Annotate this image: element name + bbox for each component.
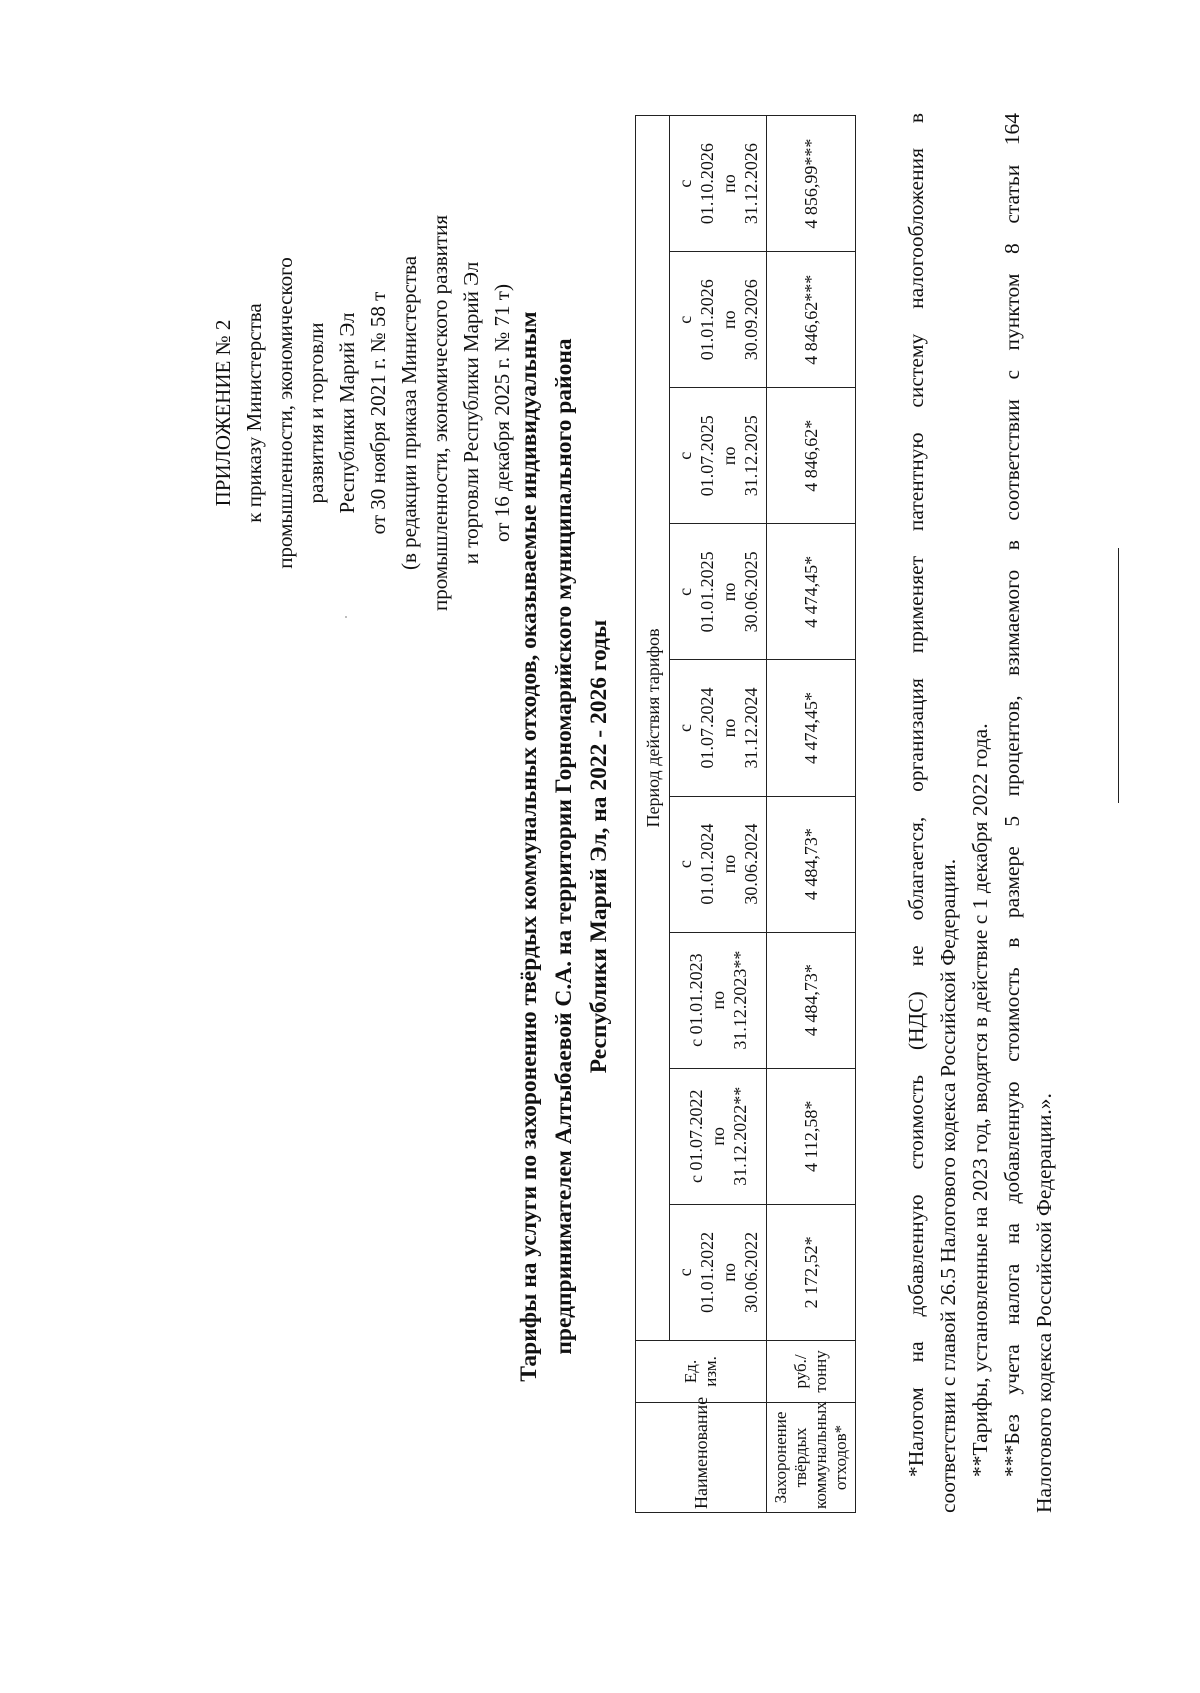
period-header-cell: с 01.01.2023 по 31.12.2023** [670,932,767,1068]
period-header-cell: с 01.01.2022 по 30.06.2022 [670,1204,767,1340]
footnote-no-vat-line2: Налогового кодекса Российской Федерации.». [1032,1093,1056,1513]
period-header-cell: с 01.07.2024 по 31.12.2024 [670,660,767,796]
appendix-header [208,203,518,623]
tariff-value-cell: 4 846,62* [767,388,856,524]
title-line: Республики Марий Эл, на 2022 - 2026 годы [586,619,612,1074]
appendix-line: и торговли Республики Марий Эл [459,261,483,565]
appendix-line: ПРИЛОЖЕНИЕ № 2 [211,319,235,507]
footnote-nds-line1: *Налогом на добавленную стоимость (НДС) не облагается, организация применяет патентную систему налогообложения в [904,113,928,1477]
period-header-cell: с 01.07.2022 по 31.12.2022** [670,1068,767,1204]
document-title [512,0,617,1693]
appendix-line: к приказу Министерства [242,303,266,523]
appendix-line: развития и торговли [304,322,328,504]
footnote-2023: **Тарифы, установленные на 2023 год, вводятся в действие с 1 декабря 2022 года. [968,723,992,1477]
title-line: предпринимателем Алтыбаевой С.А. на территории Горномарийского муниципального района [551,338,577,1355]
tariff-value-cell: 4 856,99*** [767,116,856,252]
scan-speck [345,616,347,618]
tariff-value-cell: 4 112,58* [767,1068,856,1204]
period-header-cell: с 01.07.2025 по 31.12.2025 [670,388,767,524]
signature-divider-line [1118,548,1119,803]
tariff-value-cell: 2 172,52* [767,1204,856,1340]
appendix-line: (в редакции приказа Министерства [397,255,421,571]
title-line: Тарифы на услуги по захоронению твёрдых коммунальных отходов, оказываемые индивидуальным [516,311,542,1382]
appendix-line: промышленности, экономического [273,257,297,569]
name-column-header: Наименование [636,1402,767,1512]
unit-column-header: Ед. изм. [636,1340,767,1402]
tariff-value-cell: 4 484,73* [767,796,856,932]
footnote-nds-line2: соответствии с главой 26.5 Налогового кодекса Российской Федерации. [936,858,960,1513]
service-name-cell: Захоронение твёрдых коммунальных отходов* [767,1402,856,1512]
period-header-cell: с 01.01.2024 по 30.06.2024 [670,796,767,932]
appendix-line: промышленности, экономического развития [428,215,452,612]
table-row [767,116,856,1513]
period-group-header: Период действия тарифов [636,116,670,1341]
tariff-table [635,115,856,1513]
period-header-cell: с 01.01.2026 по 30.09.2026 [670,252,767,388]
tariff-value-cell: 4 474,45* [767,524,856,660]
footnote-no-vat-line1: ***Без учета налога на добавленную стоимость в размере 5 процентов, взимаемого в соответствии с пунктом 8 статьи 164 [1000,113,1024,1477]
footnote-nds [900,113,1060,1513]
tariff-value-cell: 4 846,62*** [767,252,856,388]
tariff-value-cell: 4 474,45* [767,660,856,796]
tariff-value-cell: 4 484,73* [767,932,856,1068]
period-header-cell: с 01.10.2026 по 31.12.2026 [670,116,767,252]
unit-cell: руб./ тонну [767,1340,856,1402]
appendix-line: от 16 декабря 2025 г. № 71 т) [490,284,514,542]
appendix-line: от 30 ноября 2021 г. № 58 т [366,291,390,535]
period-header-cell: с 01.01.2025 по 30.06.2025 [670,524,767,660]
appendix-line: Республики Марий Эл [335,312,359,514]
tariff-table-container [635,115,856,1513]
